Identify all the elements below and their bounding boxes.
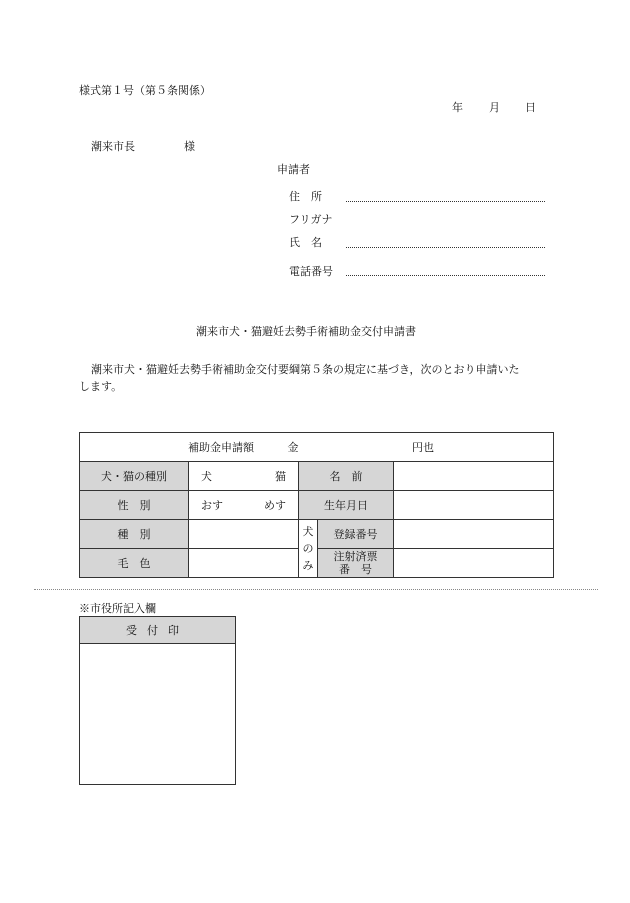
applicant-heading: 申請者 (277, 163, 310, 176)
dog-only-label: 犬 の み (299, 520, 318, 578)
sex-label: 性 別 (80, 491, 189, 520)
sex-male-option[interactable]: おす (201, 499, 223, 512)
pet-name-label: 名 前 (299, 462, 394, 491)
document-title: 潮来市犬・猫避妊去勢手術補助金交付申請書 (196, 325, 416, 338)
birth-label: 生年月日 (299, 491, 394, 520)
registration-cell[interactable] (394, 520, 554, 549)
form-number: 様式第１号（第５条関係） (79, 84, 211, 97)
type-cat-option[interactable]: 猫 (275, 470, 286, 483)
amount-suffix: 円也 (412, 441, 434, 454)
name-label: 氏 名 (289, 236, 322, 249)
amount-prefix: 金 (287, 441, 299, 454)
stamp-label: 受付印 (80, 617, 235, 644)
sex-row (80, 491, 554, 520)
date-day: 日 (525, 101, 536, 114)
body-text-line2: します。 (79, 380, 123, 393)
addressee-honorific: 様 (184, 140, 195, 153)
amount-label: 補助金申請額 (188, 441, 254, 454)
phone-field[interactable] (346, 275, 545, 276)
address-field[interactable] (346, 201, 545, 202)
date-month: 月 (489, 101, 500, 114)
color-label: 毛 色 (80, 549, 189, 578)
sex-cell[interactable] (189, 491, 299, 520)
type-row (80, 462, 554, 491)
type-cell[interactable] (189, 462, 299, 491)
name-field[interactable] (346, 247, 545, 248)
breed-cell[interactable] (189, 520, 299, 549)
reception-stamp-box (79, 616, 236, 785)
addressee-name: 潮来市長 (91, 140, 135, 153)
type-label: 犬・猫の種別 (80, 462, 189, 491)
separator-line (34, 589, 598, 590)
office-heading: ※市役所記入欄 (79, 602, 156, 615)
amount-row (80, 433, 554, 462)
phone-label: 電話番号 (289, 265, 333, 278)
address-label: 住 所 (289, 190, 322, 203)
application-table (79, 432, 554, 578)
breed-row (80, 520, 554, 549)
furigana-label: フリガナ (289, 213, 333, 226)
vaccination-label: 注射済票 番 号 (318, 549, 394, 578)
date-year: 年 (452, 101, 463, 114)
vaccination-cell[interactable] (394, 549, 554, 578)
pet-name-cell[interactable] (394, 462, 554, 491)
amount-cell[interactable] (80, 433, 554, 462)
registration-label: 登録番号 (318, 520, 394, 549)
breed-label: 種 別 (80, 520, 189, 549)
type-dog-option[interactable]: 犬 (201, 470, 212, 483)
sex-female-option[interactable]: めす (264, 499, 286, 512)
birth-cell[interactable] (394, 491, 554, 520)
color-cell[interactable] (189, 549, 299, 578)
body-text-line1: 潮来市犬・猫避妊去勢手術補助金交付要綱第５条の規定に基づき，次のとおり申請いた (91, 363, 520, 376)
